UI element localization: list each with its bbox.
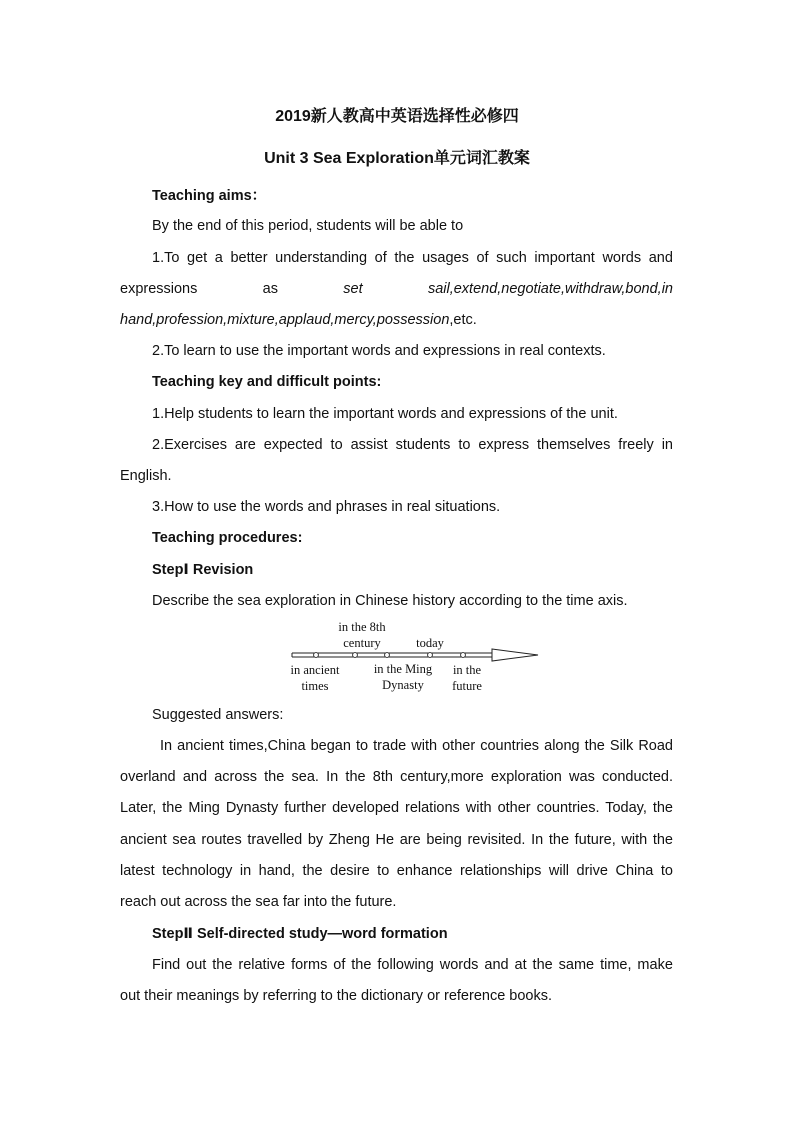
answers-heading: Suggested answers:: [152, 707, 284, 723]
arrow-head: [492, 649, 538, 661]
word: time,: [600, 957, 632, 973]
word: students: [395, 437, 451, 453]
word: following: [377, 957, 434, 973]
label-ancient-1: in ancient: [290, 663, 340, 677]
time-point-future: [461, 653, 466, 658]
answer-line-6: reach out across the sea far into the future.: [120, 894, 397, 910]
time-point-8th-century: [353, 653, 358, 658]
word: such: [496, 250, 527, 266]
aims-item1-line2: [120, 279, 673, 299]
document-subtitle: Unit 3 Sea Exploration单元词汇教案: [264, 150, 530, 167]
word: words: [602, 250, 642, 266]
word: as: [262, 281, 278, 297]
etc-text: ,etc.: [449, 312, 477, 328]
label-today: today: [416, 636, 444, 650]
key-points-item3: 3.How to use the words and phrases in real situations.: [152, 499, 501, 515]
word: better: [230, 250, 268, 266]
word: are: [234, 437, 256, 453]
word: the: [212, 957, 233, 973]
label-8th-century-2: century: [343, 636, 381, 650]
word: express: [478, 437, 530, 453]
word: assist: [350, 437, 388, 453]
label-ming-2: Dynasty: [382, 678, 424, 692]
step2-line2: out their meanings by referring to the dictionary or reference books.: [120, 988, 553, 1004]
label-8th-century-1: in the 8th: [338, 620, 386, 634]
word: the: [532, 957, 553, 973]
word: expected: [263, 437, 323, 453]
word: 2.Exercises: [152, 437, 227, 453]
word: and: [648, 250, 673, 266]
word: freely: [618, 437, 654, 453]
word: relative: [238, 957, 286, 973]
procedures-heading: Teaching procedures:: [152, 530, 303, 546]
time-axis-figure: [280, 616, 550, 696]
step1-instruction: Describe the sea exploration in Chinese history according to the time axis.: [152, 593, 628, 609]
step1-heading: StepⅠ Revision: [152, 562, 254, 578]
word: Find: [152, 957, 181, 973]
word: the: [394, 250, 415, 266]
word: usages: [422, 250, 469, 266]
word: a: [214, 250, 223, 266]
key-points-item1: 1.Help students to learn the important words and expressions of the unit.: [152, 406, 618, 422]
word: to: [330, 437, 343, 453]
document-title: 2019新人教高中英语选择性必修四: [275, 108, 519, 125]
answer-line-2: overland and across the sea. In the 8th century,more exploration was conducted.: [120, 769, 673, 785]
answer-line-5: latest technology in hand, the desire to enhance relationships will drive China to: [120, 863, 673, 879]
step2-line1: [152, 955, 673, 975]
key-points-heading: Teaching key and difficult points:: [152, 374, 382, 390]
time-axis-line: [292, 653, 500, 657]
key-points-item2-line2: English.: [120, 468, 172, 484]
word: to: [458, 437, 471, 453]
aims-intro: By the end of this period, students will be able to: [152, 218, 464, 234]
answer-line-4: ancient sea routes travelled by Zheng He are being revisited. In the future, with the: [120, 832, 673, 848]
aims-item2: 2.To learn to use the important words and expressions in real contexts.: [152, 343, 606, 359]
answer-line-1: In ancient times,China began to trade with other countries along the Silk Road: [160, 738, 673, 754]
word: the: [351, 957, 372, 973]
answer-line-3: Later, the Ming Dynasty further developed relations with other countries. Today, the: [120, 800, 673, 816]
word: important: [534, 250, 595, 266]
vocab-word: set: [343, 281, 363, 297]
word: make: [637, 957, 673, 973]
label-future-1: in the: [452, 663, 482, 677]
word: of: [476, 250, 489, 266]
word: themselves: [537, 437, 611, 453]
time-point-ancient: [314, 653, 319, 658]
word: and: [484, 957, 509, 973]
word: 1.To: [152, 250, 180, 266]
word: understanding: [275, 250, 368, 266]
word: of: [333, 957, 346, 973]
aims-item1-line3: [120, 310, 477, 330]
vocab-list: sail,extend,negotiate,withdraw,bond,in: [427, 281, 673, 297]
time-point-ming: [385, 653, 390, 658]
word: get: [187, 250, 208, 266]
aims-heading: Teaching aims：: [152, 188, 267, 204]
aims-item1-line1: [152, 248, 673, 268]
word: out: [186, 957, 207, 973]
key-points-item2-line1: [152, 435, 673, 455]
word: at: [514, 957, 527, 973]
word: expressions: [120, 281, 198, 297]
time-point-today: [428, 653, 433, 658]
word: forms: [291, 957, 328, 973]
label-ancient-2: times: [301, 679, 329, 693]
word: of: [374, 250, 387, 266]
label-ming-1: in the Ming: [373, 662, 433, 676]
label-future-2: future: [452, 679, 482, 693]
word: words: [439, 957, 479, 973]
word: in: [661, 437, 673, 453]
step2-heading: StepⅡ Self-directed study—word formation: [152, 926, 448, 942]
vocab-list: hand,profession,mixture,applaud,mercy,possession: [120, 312, 450, 328]
word: same: [558, 957, 595, 973]
